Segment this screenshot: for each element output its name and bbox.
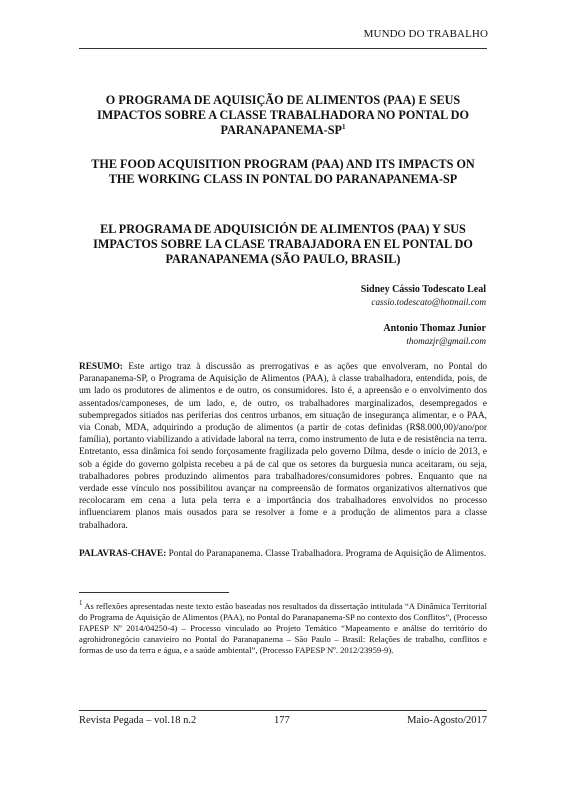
footnote bbox=[79, 601, 487, 656]
title-english: THE FOOD ACQUISITION PROGRAM (PAA) AND ITS IMPACTS ON THE WORKING CLASS IN PONTAL DO PARANAPANEMA-SP bbox=[91, 157, 475, 186]
keywords-text: Pontal do Paranapanema. Classe Trabalhadora. Programa de Aquisição de Alimentos. bbox=[168, 549, 487, 559]
abstract bbox=[79, 361, 487, 532]
keywords bbox=[79, 548, 487, 560]
footer-page-number: 177 bbox=[274, 715, 290, 726]
title-portuguese bbox=[79, 93, 487, 138]
title-footnote-mark[interactable]: 1 bbox=[341, 122, 346, 131]
title-portuguese-text: O PROGRAMA DE AQUISIÇÃO DE ALIMENTOS (PAA) E SEUS IMPACTOS SOBRE A CLASSE TRABALHADORA NO PONTAL DO PARANAPANEMA-SP bbox=[97, 93, 469, 137]
footnote-text: As reflexões apresentadas neste texto estão baseadas nos resultados da dissertação intitulada “A Dinâmica Territorial do Programa de Aquisição de Alimentos (PAA), no Pontal do Paranapanema-SP no contexto dos Conflitos”, (Processo FAPESP Nº 2014/04250-4) – Processo vinculado ao Projeto Temático “Mapeamento e análise do território do agrohidronegócio canavieiro no Pontal do Paranapanema – São Paulo – Brasil: Relações de trabalho, conflitos e formas de uso da terra e água, e a saúde ambiental”, (Processo FAPESP Nº. 2012/23959-9). bbox=[79, 601, 487, 655]
footer-journal: Revista Pegada – vol.18 n.2 bbox=[79, 715, 197, 726]
abstract-text: Este artigo traz à discussão as prerrogativas e as ações que envolveram, no Pontal do Paranapanema-SP, o Programa de Aquisição de Alimentos (PAA), à classe trabalhadora, entendida, pois, de um lado os produtores de alimentos e de outro, os consumidores. Isto é, a apreensão e o envolvimento dos assentados/camponeses, de um lado, e, de outro, os trabalhadores marginalizados, desempregados e subempregados sitiados nas periferias dos centros urbanos, em situação de insegurança alimentar, e o PAA, via Conab, MDA, adquirindo a produção de alimentos (a partir de cotas definidas (R$8.000,00)/ano/por família), portanto viabilizando a atividade laboral na terra, como instrumento de luta e de resistência na terra. Entretanto, essa dinâmica foi sendo forçosamente fragilizada pelo governo Dilma, desde o início de 2013, e sob a égide do governo golpista recebeu a pá de cal que os setores da burguesia nunca aceitaram, ou seja, trabalhadores pobres produzindo alimentos para trabalhadores/consumidores pobres. Enquanto que na verdade esse vínculo nos possibilitou avançar na compreensão de formatos organizativos alternativos que recolocaram em cena a luta pela terra e a importância dos trabalhadores envolvidos no processo influenciarem planos mais ousados para se resolver a fome e a produção de alimentos para a classe trabalhadora. bbox=[79, 362, 488, 531]
title-spanish: EL PROGRAMA DE ADQUISICIÓN DE ALIMENTOS (PAA) Y SUS IMPACTOS SOBRE LA CLASE TRABAJADORA EN EL PONTAL DO PARANAPANEMA (SÃO PAULO, BRASIL) bbox=[93, 222, 473, 266]
author-name: Antonio Thomaz Junior bbox=[383, 323, 486, 334]
header-rule bbox=[79, 48, 487, 49]
author-email[interactable]: cassio.todescato@hotmail.com bbox=[371, 297, 486, 307]
keywords-label: PALAVRAS-CHAVE: bbox=[79, 549, 167, 559]
abstract-label: RESUMO: bbox=[79, 362, 123, 372]
footer-date: Maio-Agosto/2017 bbox=[407, 715, 487, 726]
author-block bbox=[383, 322, 486, 348]
author-email[interactable]: thomazjr@gmail.com bbox=[406, 336, 486, 346]
footer-rule bbox=[79, 710, 487, 711]
section-header: MUNDO DO TRABALHO bbox=[363, 28, 488, 40]
footnote-rule bbox=[79, 592, 229, 593]
footnote-mark: 1 bbox=[79, 599, 83, 608]
author-block bbox=[361, 283, 486, 309]
author-name: Sidney Cássio Todescato Leal bbox=[360, 284, 486, 295]
